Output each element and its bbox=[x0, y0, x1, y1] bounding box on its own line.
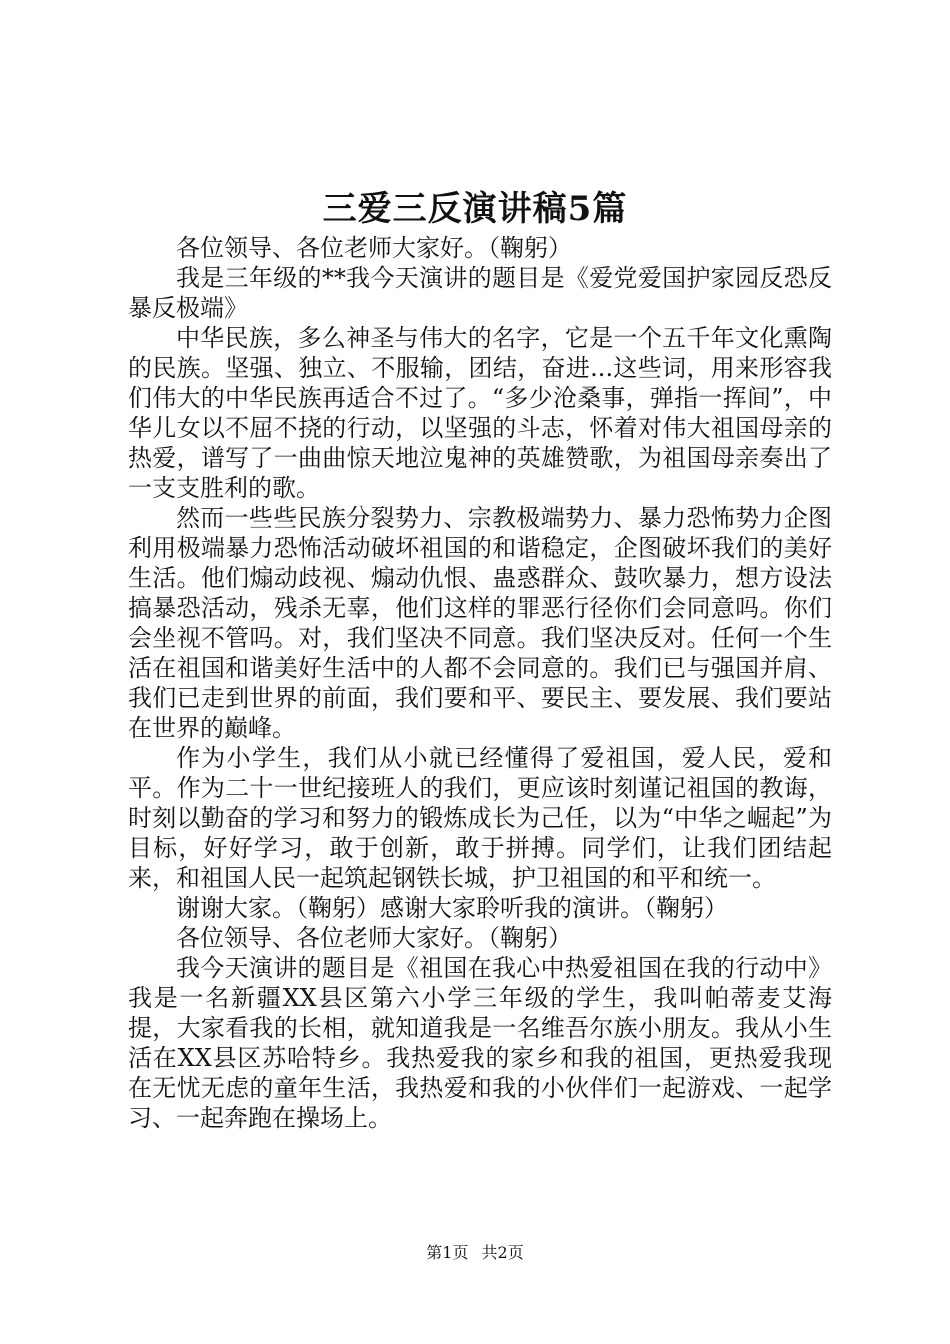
paragraph-thanks: 谢谢大家。（鞠躬）感谢大家聆听我的演讲。（鞠躬） bbox=[176, 894, 728, 922]
page-total: 共2页 bbox=[481, 1243, 524, 1262]
document-title: 三爱三反演讲稿5篇 bbox=[322, 189, 628, 229]
paragraph-speech-topic-1: 我是三年级的**我今天演讲的题目是《爱党爱国护家园反恐反暴反极端》 bbox=[128, 264, 832, 322]
document-body bbox=[128, 233, 832, 1133]
paragraph-chinese-nation: 中华民族，多么神圣与伟大的名字，它是一个五千年文化熏陶的民族。坚强、独立、不服输，团结，奋进...这些词，用来形容我们伟大的中华民族再适合不过了。“多少沧桑事，弹指一挥间”，中华儿女以不屈不挠的行动，以坚强的斗志，怀着对伟大祖国母亲的热爱，谱写了一曲曲惊天地泣鬼神的英雄赞歌，为祖国母亲奏出了一支支胜利的歌。 bbox=[128, 324, 832, 502]
paragraph-oppose-extremism: 然而一些些民族分裂势力、宗教极端势力、暴力恐怖势力企图利用极端暴力恐怖活动破坏祖国的和谐稳定，企图破坏我们的美好生活。他们煽动歧视、煽动仇恨、蛊惑群众、鼓吹暴力，想方设法搞暴恐活动，残杀无辜，他们这样的罪恶行径你们会同意吗。你们会坐视不管吗。对，我们坚决不同意。我们坚决反对。任何一个生活在祖国和谐美好生活中的人都不会同意的。我们已与强国并肩、我们已走到世界的前面，我们要和平、要民主、要发展、我们要站在世界的巅峰。 bbox=[128, 504, 832, 742]
paragraph-greeting-2: 各位领导、各位老师大家好。（鞠躬） bbox=[176, 924, 572, 952]
paragraph-speech-topic-2: 我今天演讲的题目是《祖国在我心中热爱祖国在我的行动中》我是一名新疆XX县区第六小学三年级的学生，我叫帕蒂麦艾海提，大家看我的长相，就知道我是一名维吾尔族小朋友。我从小生活在XX县区苏哈特乡。我热爱我的家乡和我的祖国，更热爱我现在无忧无虑的童年生活，我热爱和我的小伙伴们一起游戏、一起学习、一起奔跑在操场上。 bbox=[128, 954, 832, 1132]
page-footer bbox=[0, 1243, 950, 1263]
paragraph-greeting-1: 各位领导、各位老师大家好。（鞠躬） bbox=[176, 234, 572, 262]
paragraph-student-duty: 作为小学生，我们从小就已经懂得了爱祖国，爱人民，爱和平。作为二十一世纪接班人的我们，更应该时刻谨记祖国的教诲，时刻以勤奋的学习和努力的锻炼成长为己任，以为“中华之崛起”为目标，好好学习，敢于创新，敢于拼搏。同学们，让我们团结起来，和祖国人民一起筑起钢铁长城，护卫祖国的和平和统一。 bbox=[128, 744, 832, 892]
page-number: 第1页 bbox=[426, 1243, 469, 1262]
